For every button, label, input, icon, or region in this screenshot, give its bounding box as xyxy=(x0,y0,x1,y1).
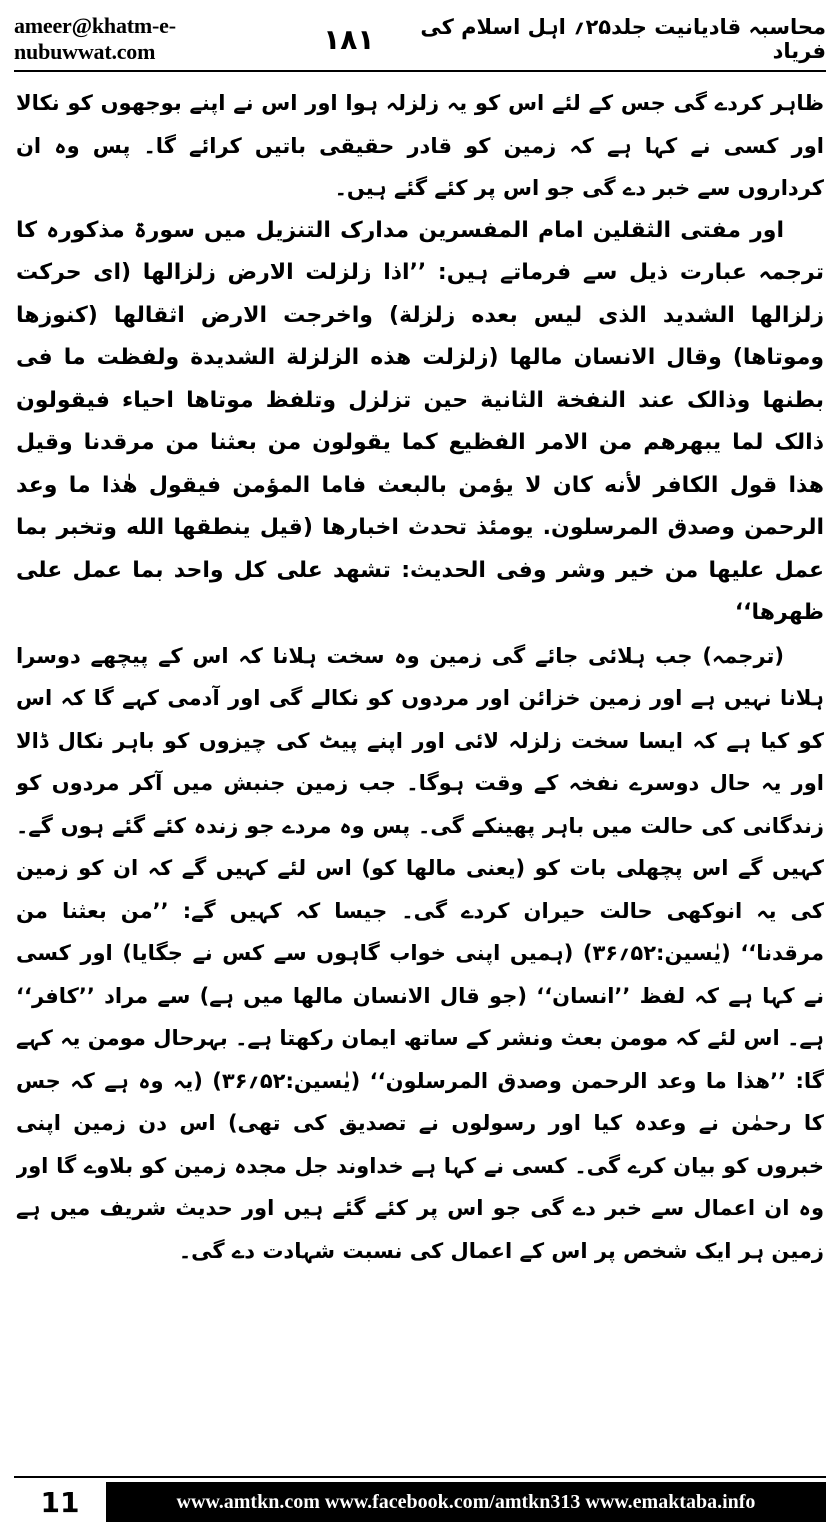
footer-links[interactable]: www.amtkn.com www.facebook.com/amtkn313 www.emaktaba.info xyxy=(106,1482,826,1522)
header-left xyxy=(14,13,375,65)
page-body xyxy=(16,82,824,1477)
paragraph-1: ظاہر کردے گی جس کے لئے اس کو یہ زلزلہ ہوا اور اس نے اپنے بوجھوں کو نکالا اور کسی نے کہا ہے کہ زمین کو قادر حقیقی باتیں کرائے گا۔ پس وہ ان کرداروں سے خبر دے گی جو اس پر کئے گئے ہیں۔ xyxy=(16,91,824,200)
page-footer xyxy=(14,1476,826,1526)
paragraph-2-quote: اور مفتی الثقلین امام المفسرین مدارک التنزیل میں سورۃ مذکورہ کا ترجمہ عبارت ذیل سے فرماتے ہیں: ’’اذا زلزلت الارض زلزالها (ای حرکت زلزالها الشدید الذی لیس بعده زلزلة) واخرجت الارض اثقالها (کنوزها وموتاها) وقال الانسان مالها (زلزلت هذه الزلزلة الشدیدة ولفظت ما فی بطنها وذالک عند النفخة الثانیة حین تزلزل وتلفظ موتاها احیاء فیقولون ذالک لما یبهرهم من الامر الفظیع کما یقولون من بعثنا من مرقدنا وقیل هذا قول الکافر لأنه کان لا یؤمن بالبعث فاما المؤمن فیقول هٰذا ما وعد الرحمن وصدق المرسلون. یومئذ تحدث اخبارها (قیل ینطقها الله وتخبر بما عمل علیها من خیر وشر وفی الحدیث: تشهد علی کل واحد بما عمل علی ظهرها‘‘ xyxy=(16,217,824,625)
header-page-number: ۱۸۱ xyxy=(323,22,375,56)
header-email: ameer@khatm-e-nubuwwat.com xyxy=(14,13,176,64)
footer-page-number: 11 xyxy=(40,1485,80,1519)
header-title: محاسبہ قادیانیت جلد۲۵؍ اہل اسلام کی فریاد xyxy=(420,15,826,63)
page-header xyxy=(14,14,826,64)
header-divider xyxy=(14,70,826,72)
paragraph-3-translation: (ترجمہ) جب ہلائی جائے گی زمین وہ سخت ہلانا کہ اس کے پیچھے دوسرا ہلانا نہیں ہے اور زمین خزائن اور مردوں کو نکالے گی اور آدمی کہے گا کہ اس کو کیا ہے کہ ایسا سخت زلزلہ لائی اور اپنے پیٹ کی چیزوں کو باہر نکال ڈالا اور یہ حال دوسرے نفخہ کے وقت ہوگا۔ جب زمین جنبش میں آکر مردوں کو زندگانی کی حالت میں باہر پھینکے گی۔ پس وہ مردے جو زندہ کئے گئے ہوں گے۔ کہیں گے اس پچھلی بات کو (یعنی مالها کو) اس لئے کہیں گے کہ ان کو زمین کی یہ انوکھی حالت حیران کردے گی۔ جیسا کہ کہیں گے: ’’من بعثنا من مرقدنا‘‘ (یٰسین:۵۲؍۳۶) (ہمیں اپنی خواب گاہوں سے کس نے جگایا) اور کسی نے کہا ہے کہ لفظ ’’انسان‘‘ (جو قال الانسان مالها میں ہے) سے مراد ’’کافر‘‘ ہے۔ اس لئے کہ مومن بعث ونشر کے ساتھ ایمان رکھتا ہے۔ بہرحال مومن یہ کہے گا: ’’هذا ما وعد الرحمن وصدق المرسلون‘‘ (یٰسین:۵۲؍۳۶) (یہ وہ ہے کہ جس کا رحمٰن نے وعدہ کیا اور رسولوں نے تصدیق کی تھی) اس دن زمین اپنی خبروں کو بیان کرے گی۔ کسی نے کہا ہے خداوند جل مجدہ زمین کو بلاوے گا اور وہ ان اعمال سے خبر دے گی جو اس پر کئے گئے ہیں اور حدیث شریف میں ہے زمین ہر ایک شخص پر اس کے اعمال کی نسبت شہادت دے گی۔ xyxy=(16,643,824,1263)
